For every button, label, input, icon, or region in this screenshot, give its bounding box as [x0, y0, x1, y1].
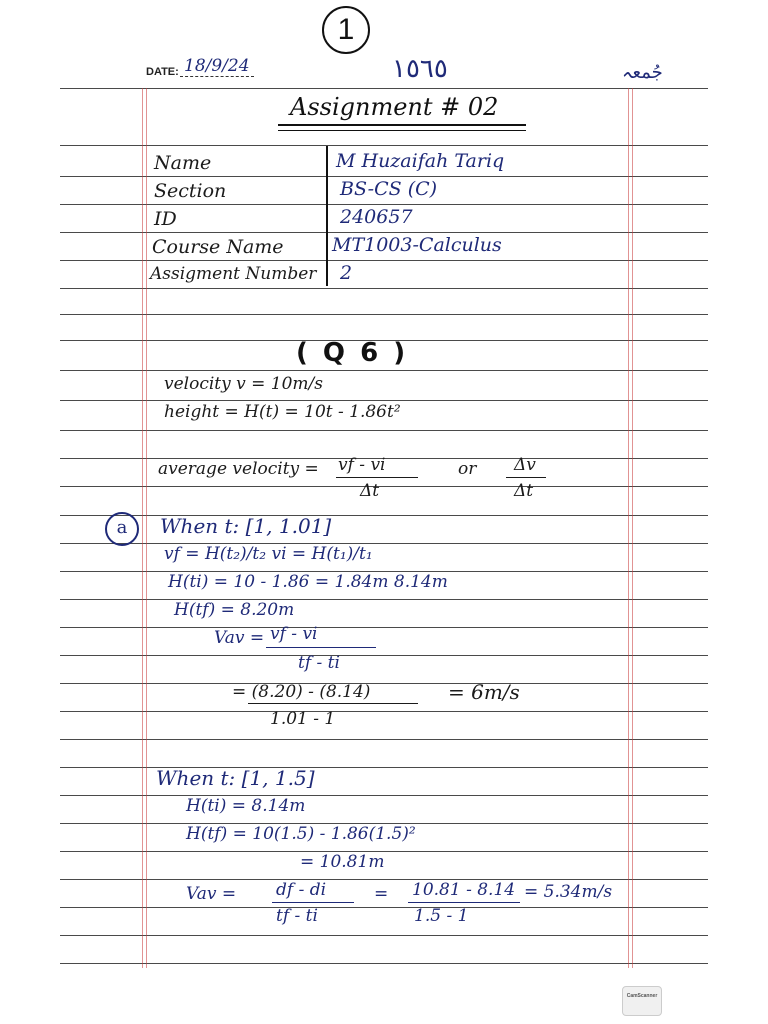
- info-label-course: Course Name: [152, 236, 284, 258]
- info-label-section: Section: [154, 180, 227, 202]
- info-value-name: M Huzaifah Tariq: [336, 150, 505, 172]
- title-underline: [278, 124, 526, 126]
- info-separator: [326, 146, 328, 286]
- part-b-vav-denominator: tf - ti: [276, 906, 318, 926]
- part-a-vav-label: Vav =: [214, 628, 265, 648]
- ruled-line: [60, 627, 708, 628]
- part-b-vav-label: Vav =: [186, 884, 237, 904]
- ruled-line: [60, 288, 708, 289]
- ruled-line: [60, 430, 708, 431]
- ruled-line: [60, 204, 708, 205]
- avg-formula-or: or: [458, 459, 477, 479]
- part-a-vav-denominator: tf - ti: [298, 653, 340, 673]
- part-a-calc-denominator: 1.01 - 1: [270, 709, 336, 729]
- part-a-marker: a: [105, 512, 139, 546]
- part-b-vav-numerator: df - di: [276, 880, 327, 900]
- part-a-result: = 6m/s: [448, 680, 520, 704]
- page-title: Assignment # 02: [290, 93, 499, 121]
- ruled-line: [60, 655, 708, 656]
- ruled-line: [60, 486, 708, 487]
- part-b-line1: H(ti) = 8.14m: [186, 796, 306, 816]
- ruled-line: [60, 935, 708, 936]
- margin-line-right: [628, 88, 629, 968]
- ruled-line: [60, 907, 708, 908]
- ruled-line: [60, 400, 708, 401]
- top-mark-corner: جُمعہ: [622, 62, 663, 83]
- part-b-calc-denominator: 1.5 - 1: [414, 906, 469, 926]
- given-velocity: velocity v = 10m/s: [164, 374, 323, 394]
- avg-formula-numerator: vf - vi: [338, 455, 386, 475]
- camscanner-badge: [622, 986, 662, 1016]
- info-label-name: Name: [154, 152, 212, 174]
- part-b-calc-numerator: 10.81 - 8.14: [412, 880, 516, 900]
- avg-formula2-bar: [506, 477, 546, 478]
- part-b-result: = 5.34m/s: [524, 882, 613, 902]
- part-a-line2: H(ti) = 10 - 1.86 = 1.84m 8.14m: [168, 572, 448, 592]
- ruled-line: [60, 543, 708, 544]
- margin-line-left-inner: [146, 88, 147, 968]
- info-value-assignment: 2: [340, 262, 353, 284]
- info-value-id: 240657: [340, 206, 413, 228]
- ruled-line: [60, 599, 708, 600]
- part-a-calc-bar: [248, 703, 418, 704]
- ruled-line: [60, 314, 708, 315]
- ruled-line: [60, 260, 708, 261]
- page-number: 1: [322, 6, 370, 54]
- info-label-id: ID: [154, 208, 177, 230]
- ruled-line: [60, 515, 708, 516]
- avg-formula2-numerator: Δv: [514, 455, 536, 475]
- ruled-line: [60, 232, 708, 233]
- margin-line-right-inner: [632, 88, 633, 968]
- info-value-section: BS-CS (C): [340, 178, 438, 200]
- given-height: height = H(t) = 10t - 1.86t²: [164, 402, 401, 422]
- part-b-interval: When t: [1, 1.5]: [156, 766, 315, 790]
- title-underline-2: [278, 130, 526, 131]
- part-a-vav-numerator: vf - vi: [270, 624, 318, 644]
- camscanner-text: CamScanner: [626, 993, 658, 999]
- part-a-line3: H(tf) = 8.20m: [174, 600, 295, 620]
- part-b-calc-bar: [408, 902, 520, 903]
- part-b-eq: =: [374, 884, 389, 904]
- date-label: DATE:: [146, 66, 179, 78]
- ruled-line: [60, 176, 708, 177]
- part-a-interval: When t: [1, 1.01]: [160, 514, 332, 538]
- part-a-vav-bar: [266, 647, 376, 648]
- avg-formula-bar: [336, 477, 418, 478]
- question-heading: ( Q 6 ): [296, 338, 409, 368]
- info-value-course: MT1003-Calculus: [332, 234, 502, 256]
- info-label-assignment: Assigment Number: [150, 264, 317, 284]
- ruled-line: [60, 795, 708, 796]
- ruled-line: [60, 88, 708, 89]
- ruled-line: [60, 370, 708, 371]
- ruled-line: [60, 683, 708, 684]
- part-b-line3: = 10.81m: [300, 852, 385, 872]
- margin-line-left: [142, 88, 143, 968]
- part-a-calc-numerator: = (8.20) - (8.14): [232, 682, 371, 702]
- ruled-line: [60, 879, 708, 880]
- avg-velocity-label: average velocity =: [158, 459, 319, 479]
- ruled-line: [60, 711, 708, 712]
- ruled-line: [60, 145, 708, 146]
- ruled-line: [60, 739, 708, 740]
- avg-formula-denominator: Δt: [360, 481, 380, 501]
- ruled-line: [60, 963, 708, 964]
- part-b-line2: H(tf) = 10(1.5) - 1.86(1.5)²: [186, 824, 416, 844]
- top-mark-urdu: ١٥٦٥: [392, 54, 448, 84]
- avg-formula2-denominator: Δt: [514, 481, 534, 501]
- date-value: 18/9/24: [180, 56, 254, 77]
- part-b-vav-bar: [272, 902, 354, 903]
- part-a-line1: vf = H(t₂)/t₂ vi = H(t₁)/t₁: [164, 544, 373, 564]
